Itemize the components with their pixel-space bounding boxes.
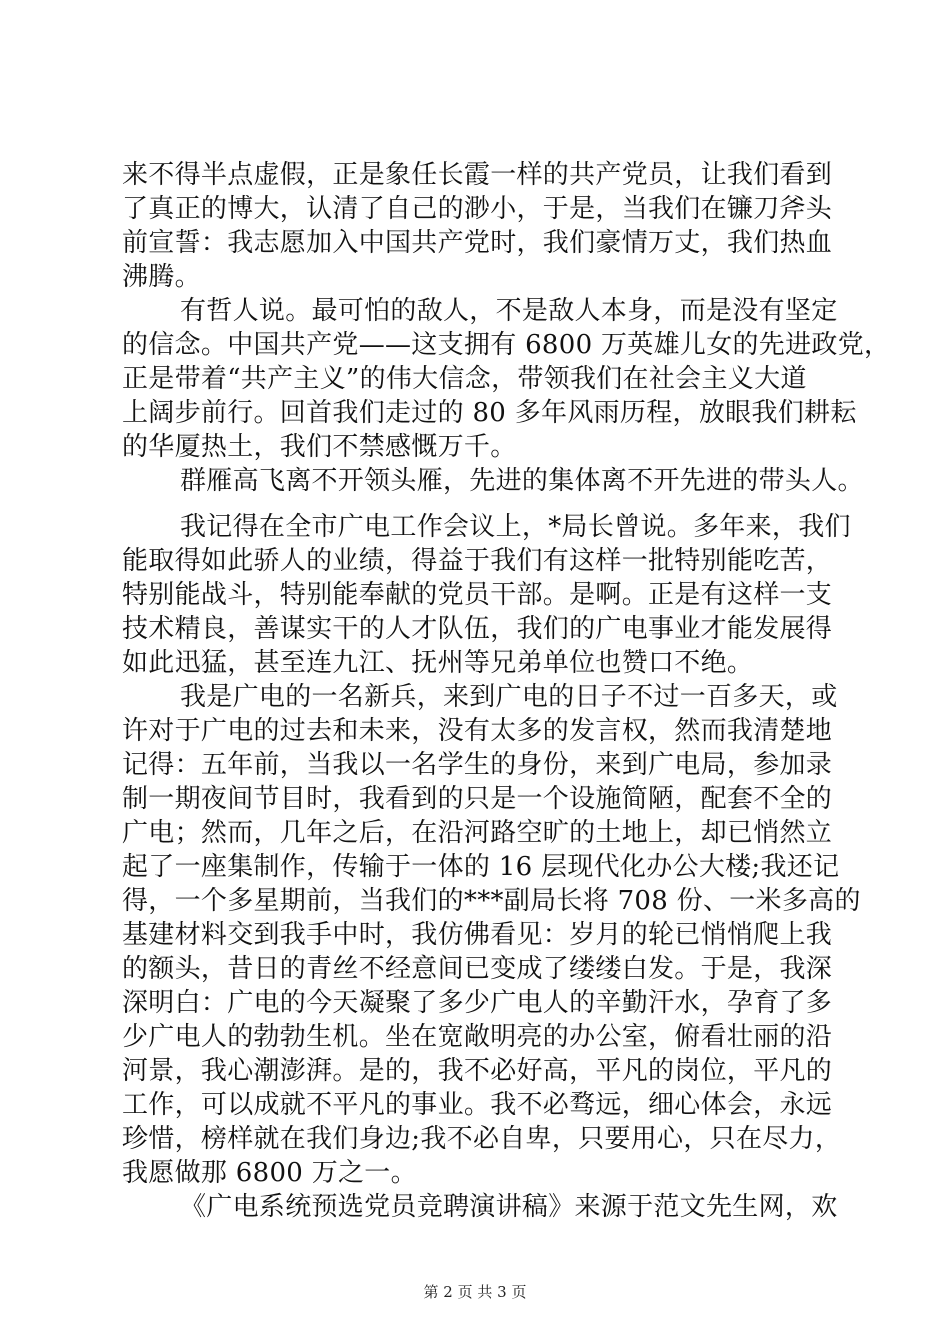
text-line: 如此迅猛，甚至连九江、抚州等兄弟单位也赞口不绝。 bbox=[122, 648, 754, 678]
text-line: 珍惜，榜样就在我们身边;我不必自卑，只要用心，只在尽力， bbox=[122, 1124, 842, 1154]
text-line: 记得：五年前，当我以一名学生的身份，来到广电局，参加录 bbox=[122, 750, 833, 780]
text-line: 沸腾。 bbox=[122, 262, 201, 292]
text-line: 来不得半点虚假，正是象任长霞一样的共产党员，让我们看到 bbox=[122, 160, 833, 190]
text-line: 的华厦热土，我们不禁感慨万千。 bbox=[122, 432, 517, 462]
text-line: 的额头，昔日的青丝不经意间已变成了缕缕白发。于是，我深 bbox=[122, 954, 833, 984]
text-line: 工作，可以成就不平凡的事业。我不必骛远，细心体会，永远 bbox=[122, 1090, 833, 1120]
text-line: 深明白：广电的今天凝聚了多少广电人的辛勤汗水，孕育了多 bbox=[122, 988, 833, 1018]
text-line: 能取得如此骄人的业绩，得益于我们有这样一批特别能吃苦， bbox=[122, 546, 833, 576]
text-line: 了真正的博大，认清了自己的渺小，于是，当我们在镰刀斧头 bbox=[122, 194, 833, 224]
paragraph-first-line: 我是广电的一名新兵，来到广电的日子不过一百多天，或 bbox=[180, 682, 838, 712]
text-line: 正是带着“共产主义”的伟大信念，带领我们在社会主义大道 bbox=[122, 364, 807, 394]
text-line: 前宣誓：我志愿加入中国共产党时，我们豪情万丈，我们热血 bbox=[122, 228, 833, 258]
paragraph-first-line: 我记得在全市广电工作会议上，*局长曾说。多年来，我们 bbox=[180, 512, 851, 542]
text-line: 基建材料交到我手中时，我仿佛看见：岁月的轮已悄悄爬上我 bbox=[122, 920, 833, 950]
text-line: 起了一座集制作，传输于一体的 16 层现代化办公大楼;我还记 bbox=[122, 852, 840, 882]
text-line: 得，一个多星期前，当我们的***副局长将 708 份、一米多高的 bbox=[122, 886, 861, 916]
text-line: 许对于广电的过去和未来，没有太多的发言权，然而我清楚地 bbox=[122, 716, 833, 746]
text-line: 少广电人的勃勃生机。坐在宽敞明亮的办公室，俯看壮丽的沿 bbox=[122, 1022, 833, 1052]
text-line: 特别能战斗，特别能奉献的党员干部。是啊。正是有这样一支 bbox=[122, 580, 833, 610]
text-line: 广电；然而，几年之后，在沿河路空旷的土地上，却已悄然立 bbox=[122, 818, 833, 848]
paragraph-first-line: 《广电系统预选党员竞聘演讲稿》来源于范文先生网，欢 bbox=[180, 1192, 838, 1222]
text-line: 上阔步前行。回首我们走过的 80 多年风雨历程，放眼我们耕耘 bbox=[122, 398, 857, 428]
text-line: 制一期夜间节目时，我看到的只是一个设施简陋，配套不全的 bbox=[122, 784, 833, 814]
text-line: 我愿做那 6800 万之一。 bbox=[122, 1158, 417, 1188]
text-line: 河景，我心潮澎湃。是的，我不必好高，平凡的岗位，平凡的 bbox=[122, 1056, 833, 1086]
text-line: 的信念。中国共产党——这支拥有 6800 万英雄儿女的先进政党， bbox=[122, 330, 891, 360]
paragraph-first-line: 有哲人说。最可怕的敌人，不是敌人本身，而是没有坚定 bbox=[180, 296, 838, 326]
paragraph-first-line: 群雁高飞离不开领头雁，先进的集体离不开先进的带头人。 bbox=[180, 466, 864, 496]
page-footer: 第 2 页 共 3 页 bbox=[423, 1283, 527, 1301]
text-line: 技术精良，善谋实干的人才队伍，我们的广电事业才能发展得 bbox=[122, 614, 833, 644]
